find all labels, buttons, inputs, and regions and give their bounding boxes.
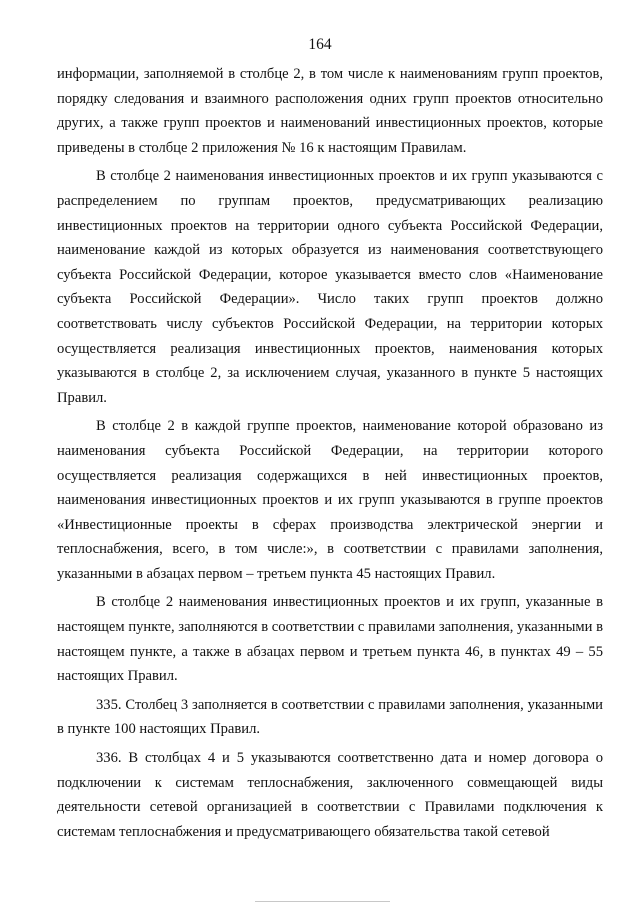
scan-edge-mark — [255, 901, 390, 902]
paragraph-item-335: 335. Столбец 3 заполняется в соответствии с правилами заполнения, указанными в пункте 100 настоящих Правил. — [57, 696, 603, 738]
paragraph-column-2-grouping: В столбце 2 наименования инвестиционных проектов и их групп указываются с распределением по группам проектов, предусматривающих реализацию инвестиционных проектов на территории одного субъекта Российской Федерации, наименование каждой из которых образуется из наименования соответствующего субъекта Российской Федерации, которое указывается вместо слов «Наименование субъекта Российской Федерации». Число таких групп проектов должно соответствовать числу субъектов Российской Федерации, на территории которых осуществляется реализация инвестиционных проектов, наименования которых указываются в столбце 2, за исключением случая, указанного в пункте 5 настоящих Правил. — [57, 168, 603, 406]
paragraph-continuation: информации, заполняемой в столбце 2, в том числе к наименованиям групп проектов, порядку следования и взаимного расположения одних групп проектов относительно других, а также групп проектов и наименований инвестиционных проектов, которые приведены в столбце 2 приложения № 16 к настоящим Правилам. — [57, 66, 603, 156]
paragraph-item-336: 336. В столбцах 4 и 5 указываются соответственно дата и номер договора о подключении к системам теплоснабжения, заключенного совмещающей виды деятельности сетевой организацией в соответствии с Правилами подключения к системам теплоснабжения и предусматривающего обязательства такой сетевой — [57, 750, 603, 840]
paragraph-column-2-filling-rules: В столбце 2 наименования инвестиционных проектов и их групп, указанные в настоящем пункте, заполняются в соответствии с правилами заполнения, указанными в настоящем пункте, а также в абзацах первом и третьем пункта 46, в пунктах 49 – 55 настоящих Правил. — [57, 594, 603, 685]
document-body — [57, 62, 603, 844]
paragraph-column-2-project-groups: В столбце 2 в каждой группе проектов, наименование которой образовано из наименования субъекта Российской Федерации, на территории которого осуществляется реализация содержащихся в ней инвестиционных проектов, наименования инвестиционных проектов и их групп указываются в группе проектов «Инвестиционные проекты в сферах производства электрической энергии и теплоснабжения, всего, в том числе:», в соответствии с правилами заполнения, указанными в абзацах первом – третьем пункта 45 настоящих Правил. — [57, 418, 603, 582]
page-number: 164 — [308, 36, 332, 53]
